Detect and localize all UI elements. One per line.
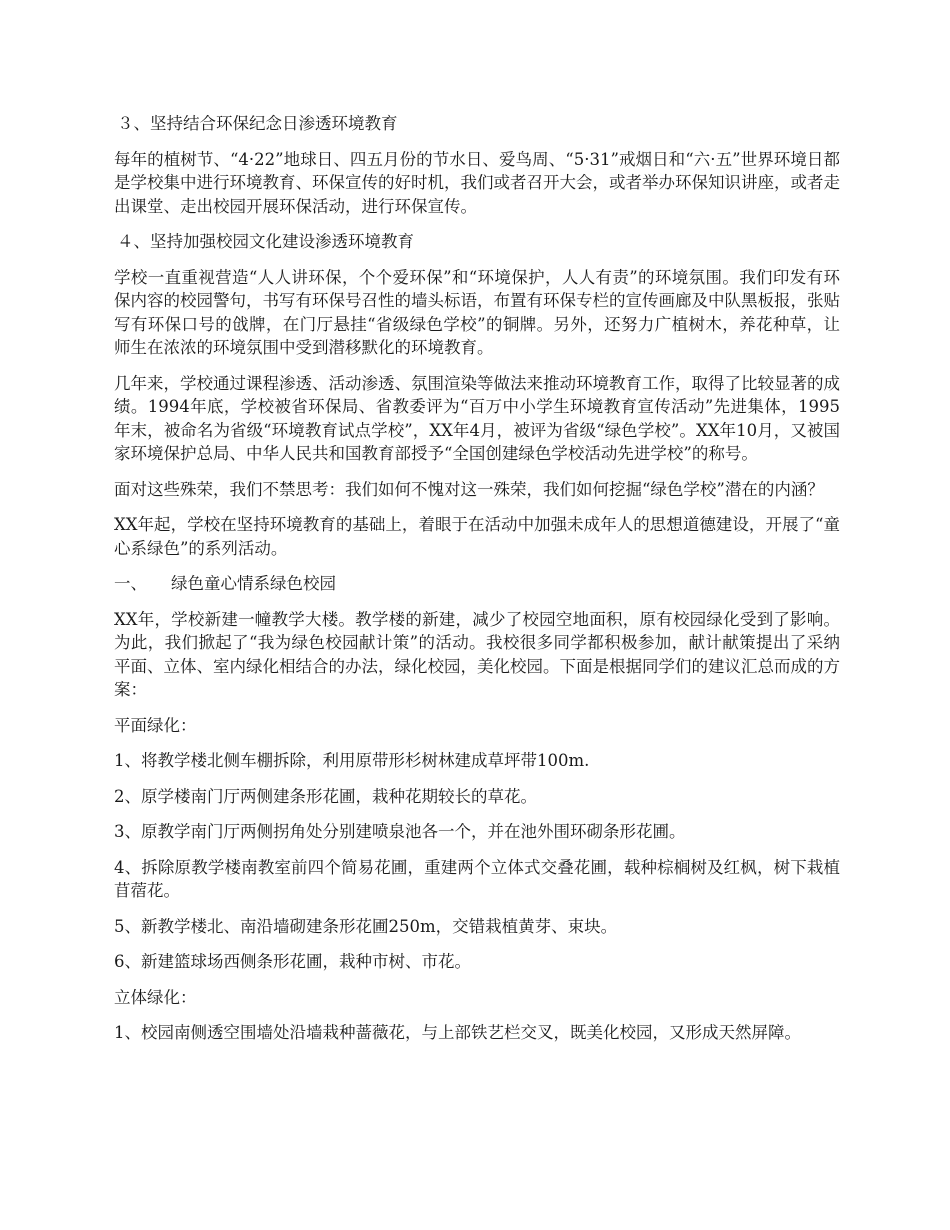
plane-item-1: 1、将教学楼北侧车棚拆除，利用原带形杉树林建成草坪带100m. <box>114 751 590 770</box>
vertical-item-1: 1、校园南侧透空围墙处沿墙栽种蔷薇花，与上部铁艺栏交叉，既美化校园，又形成天然屏障。 <box>114 1023 801 1042</box>
plane-item-3: 3、原教学南门厅两侧拐角处分别建喷泉池各一个，并在池外围环砌条形花圃。 <box>114 822 686 841</box>
section-number: 一、 <box>114 574 147 593</box>
vertical-greening-label: 立体绿化： <box>114 987 197 1007</box>
plane-greening-label: 平面绿化： <box>114 715 197 735</box>
paragraph-activity-intro: XX年起，学校在坚持环境教育的基础上，着眼于在活动中加强未成年人的思想道德建设，开展了“童心系绿色”的系列活动。 <box>114 515 840 558</box>
heading-item-3: ３、坚持结合环保纪念日渗透环境教育 <box>117 114 398 133</box>
section-title: 绿色童心情系绿色校园 <box>171 574 336 593</box>
document-body <box>114 112 840 1057</box>
paragraph-new-building: XX年，学校新建一幢教学大楼。教学楼的新建，减少了校园空地面积，原有校园绿化受到了影响。为此，我们掀起了“我为绿色校园献计策”的活动。我校很多同学都积极参加，献计献策提出了采纳平面、立体、室内绿化相结合的办法，绿化校园，美化校园。下面是根据同学们的建议汇总而成的方案： <box>114 609 840 699</box>
plane-item-4: 4、拆除原教学楼南教室前四个简易花圃，重建两个立体式交叠花圃，载种棕榈树及红枫，树下栽植苜蓿花。 <box>114 857 840 900</box>
paragraph-environment-days: 每年的植树节、“4·22”地球日、四五月份的节水日、爱鸟周、“5·31”戒烟日和“六·五”世界环境日都是学校集中进行环境教育、环保宣传的好时机，我们或者召开大会，或者举办环保知识讲座，或者走出课堂、走出校园开展环保活动，进行环保宣传。 <box>114 149 840 216</box>
section-heading-1 <box>114 572 840 596</box>
plane-item-6: 6、新建篮球场西侧条形花圃，栽种市树、市花。 <box>114 952 471 971</box>
heading-item-4: ４、坚持加强校园文化建设渗透环境教育 <box>117 232 414 251</box>
paragraph-achievements: 几年来，学校通过课程渗透、活动渗透、氛围渲染等做法来推动环境教育工作，取得了比较显著的成绩。1994年底，学校被省环保局、省教委评为“百万中小学生环境教育宣传活动”先进集体，1995年末，被命名为省级“环境教育试点学校”，XX年4月，被评为省级“绿色学校”。XX年10月，又被国家环境保护总局、中华人民共和国教育部授予“全国创建绿色学校活动先进学校”的称号。 <box>114 373 840 463</box>
plane-item-5: 5、新教学楼北、南沿墙砌建条形花圃250m，交错栽植黄芽、束块。 <box>114 916 618 936</box>
plane-item-2: 2、原学楼南门厅两侧建条形花圃，栽种花期较长的草花。 <box>114 786 537 806</box>
paragraph-campus-culture: 学校一直重视营造“人人讲环保，个个爱环保”和“环境保护，人人有责”的环境氛围。我们印发有环保内容的校园警句，书写有环保号召性的墙头标语，布置有环保专栏的宣传画廊及中队黑板报，张贴写有环保口号的戗牌，在门厅悬挂“省级绿色学校”的铜牌。另外，还努力广植树木，养花种草，让师生在浓浓的环境氛围中受到潜移默化的环境教育。 <box>114 267 840 357</box>
paragraph-reflection: 面对这些殊荣，我们不禁思考：我们如何不愧对这一殊荣，我们如何挖掘“绿色学校”潜在的内涵？ <box>114 479 824 499</box>
